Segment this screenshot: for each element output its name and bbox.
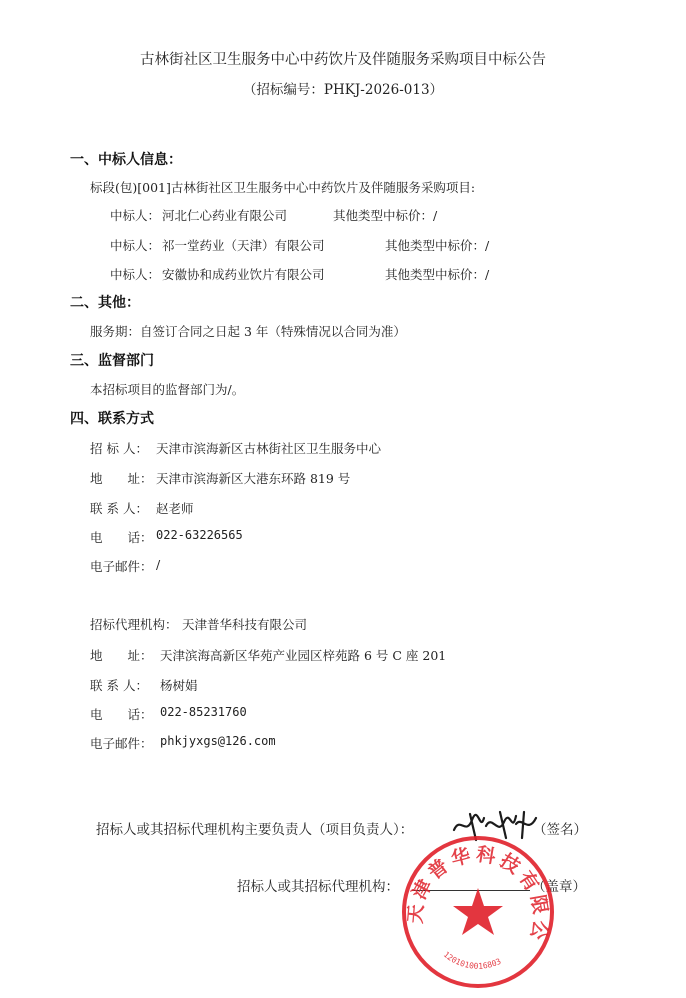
tenderer-email-value: / xyxy=(156,557,161,572)
winner-2-other-price: 其他类型中标价：/ xyxy=(385,238,490,253)
agent-contact-label: 联 系 人： xyxy=(90,678,148,693)
section-4-heading: 四、联系方式 xyxy=(70,411,154,427)
lot-line: 标段(包)[001]古林街社区卫生服务中心中药饮片及伴随服务采购项目: xyxy=(90,180,476,195)
tenderer-phone-label: 电 话： xyxy=(90,530,153,545)
signature-suffix: （签名） xyxy=(533,822,587,838)
agent-address-label: 地 址： xyxy=(90,648,153,663)
signature-label: 招标人或其招标代理机构主要负责人（项目负责人）： xyxy=(96,822,414,838)
tenderer-label: 招 标 人： xyxy=(90,441,148,456)
tenderer-value: 天津市滨海新区古林街社区卫生服务中心 xyxy=(156,441,382,456)
section-2-heading: 二、其他： xyxy=(70,295,140,311)
tenderer-email-label: 电子邮件： xyxy=(90,559,153,574)
svg-text:天津普华科技有限公司: 天津普华科技有限公 xyxy=(404,843,552,946)
section-3-heading: 三、监督部门 xyxy=(70,353,154,369)
seal-graphic xyxy=(398,832,558,992)
tenderer-address-value: 天津市滨海新区大港东环路 819 号 xyxy=(156,471,351,486)
agent-contact-value: 杨树娟 xyxy=(160,678,198,693)
agent-phone-label: 电 话： xyxy=(90,707,153,722)
tenderer-contact-value: 赵老师 xyxy=(156,501,194,516)
tenderer-phone-value: 022-63226565 xyxy=(156,528,243,542)
winner-3-name: 安徽协和成药业饮片有限公司 xyxy=(162,267,325,282)
agent-email-label: 电子邮件： xyxy=(90,736,153,751)
winner-1-name: 河北仁心药业有限公司 xyxy=(162,208,288,223)
stamp-label: 招标人或其招标代理机构： xyxy=(237,879,399,895)
agent-label: 招标代理机构： xyxy=(90,617,178,632)
winner-2-label: 中标人： xyxy=(110,238,161,253)
section-1-heading: 一、中标人信息： xyxy=(70,152,182,168)
tender-number: （招标编号：PHKJ-2026-013） xyxy=(242,82,444,98)
winner-1-label: 中标人： xyxy=(110,208,161,223)
winner-2-name: 祁一堂药业（天津）有限公司 xyxy=(162,238,325,253)
agent-address-value: 天津滨海高新区华苑产业园区梓苑路 6 号 C 座 201 xyxy=(160,648,447,663)
svg-text:1201010016803: 1201010016803 xyxy=(441,949,503,971)
stamp-suffix: （盖章） xyxy=(532,879,586,895)
tenderer-contact-label: 联 系 人： xyxy=(90,501,148,516)
agent-value: 天津普华科技有限公司 xyxy=(182,617,308,632)
supervision-text: 本招标项目的监督部门为/。 xyxy=(90,382,245,397)
winner-3-label: 中标人： xyxy=(110,267,161,282)
agent-email-value: phkjyxgs@126.com xyxy=(160,734,276,748)
service-period: 服务期：自签订合同之日起 3 年（特殊情况以合同为准） xyxy=(90,324,406,339)
tenderer-address-label: 地 址： xyxy=(90,471,153,486)
winner-3-other-price: 其他类型中标价：/ xyxy=(385,267,490,282)
winner-1-other-price: 其他类型中标价：/ xyxy=(333,208,438,223)
agent-phone-value: 022-85231760 xyxy=(160,705,247,719)
company-seal xyxy=(398,832,558,996)
page-title: 古林街社区卫生服务中心中药饮片及伴随服务采购项目中标公告 xyxy=(140,52,546,68)
